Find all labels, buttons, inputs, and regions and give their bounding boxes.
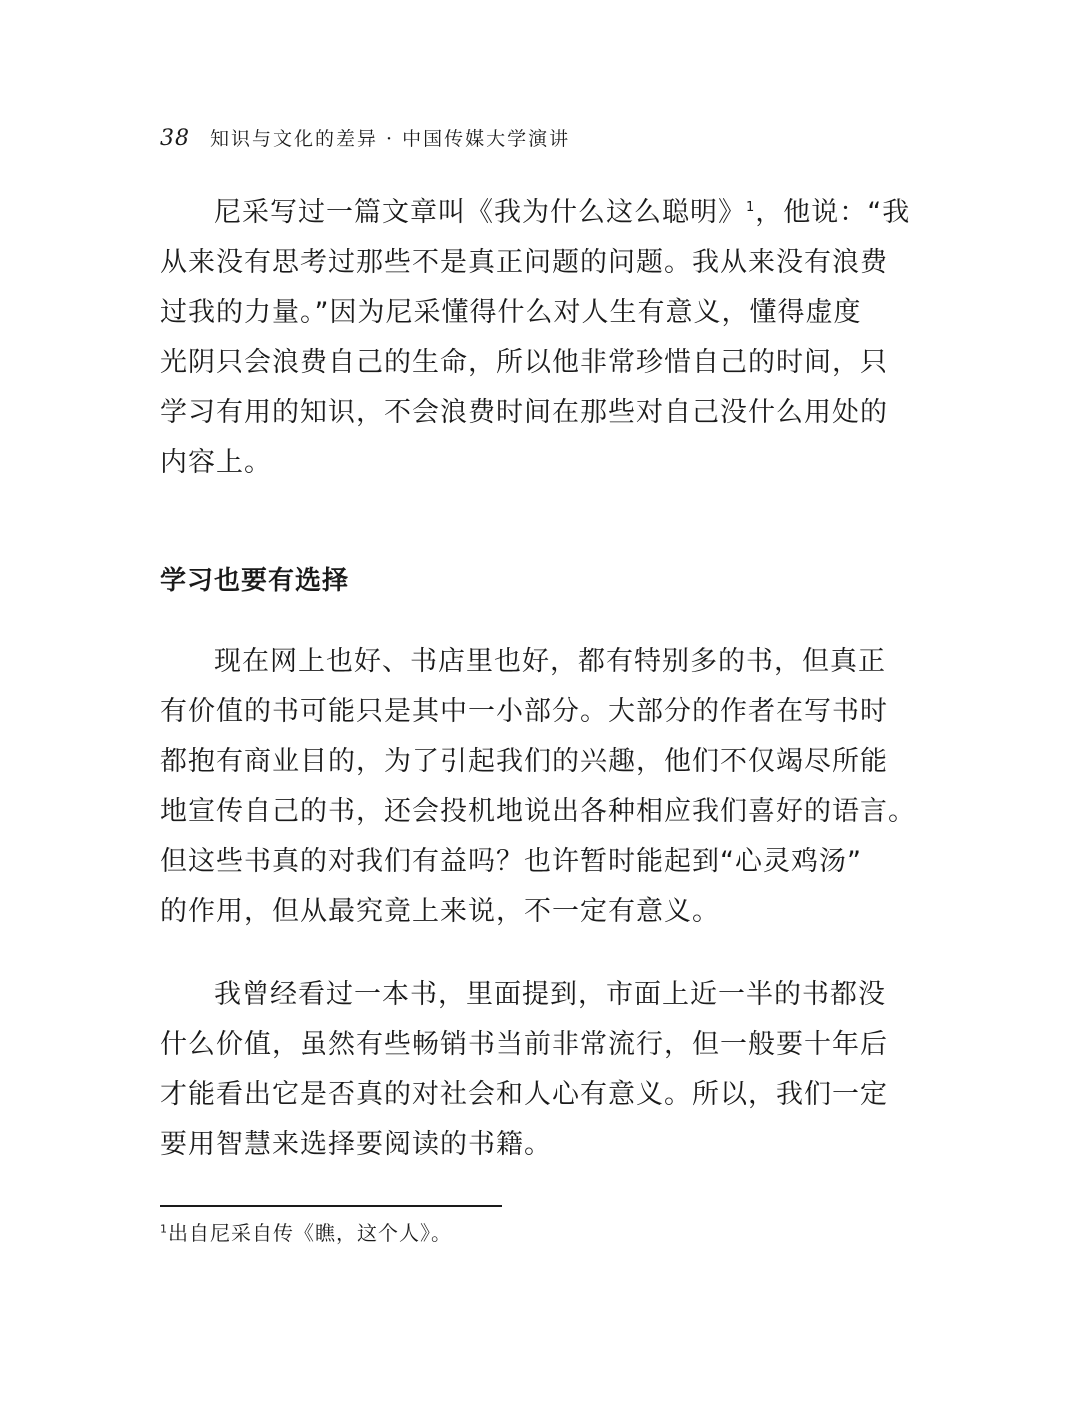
text-line: 过我的力量。”因为尼采懂得什么对人生有意义，懂得虚度 [160,297,862,328]
text-line: 我曾经看过一本书，里面提到，市面上近一半的书都没 [214,979,886,1010]
paragraph-book-value [160,970,920,1170]
text-line: 地宣传自己的书，还会投机地说出各种相应我们喜好的语言。 [160,796,916,827]
running-header [160,124,570,158]
section-heading: 学习也要有选择 [160,566,350,596]
text-segment: 尼采写过一篇文章叫《我为什么这么聪明》 [214,197,746,228]
footnote [160,1217,452,1246]
text-line [160,188,920,238]
paragraph-book-selection [160,637,920,937]
text-line: 但这些书真的对我们有益吗？也许暂时能起到“心灵鸡汤” [160,846,862,877]
text-line: 从来没有思考过那些不是真正问题的问题。我从来没有浪费 [160,247,888,278]
text-line: 学习有用的知识，不会浪费时间在那些对自己没什么用处的 [160,397,888,428]
footnote-reference: 1 [746,200,756,215]
text-line: 内容上。 [160,447,272,478]
text-line: 有价值的书可能只是其中一小部分。大部分的作者在写书时 [160,696,888,727]
footnote-mark: 1 [160,1222,168,1236]
text-segment: ，他说：“我 [755,197,911,228]
text-line: 都抱有商业目的，为了引起我们的兴趣，他们不仅竭尽所能 [160,746,888,777]
text-line: 光阴只会浪费自己的生命，所以他非常珍惜自己的时间，只 [160,347,888,378]
running-title: 知识与文化的差异 · 中国传媒大学演讲 [210,128,571,150]
text-line: 才能看出它是否真的对社会和人心有意义。所以，我们一定 [160,1079,888,1110]
footnote-divider [160,1205,502,1207]
footnote-text: 出自尼采自传《瞧，这个人》。 [168,1221,452,1245]
page-number: 38 [160,126,190,151]
text-line: 什么价值，虽然有些畅销书当前非常流行，但一般要十年后 [160,1029,888,1060]
text-line: 的作用，但从最究竟上来说，不一定有意义。 [160,896,720,927]
text-line: 现在网上也好、书店里也好，都有特别多的书，但真正 [214,646,886,677]
text-line: 要用智慧来选择要阅读的书籍。 [160,1129,552,1160]
paragraph-nietzsche [160,188,920,488]
